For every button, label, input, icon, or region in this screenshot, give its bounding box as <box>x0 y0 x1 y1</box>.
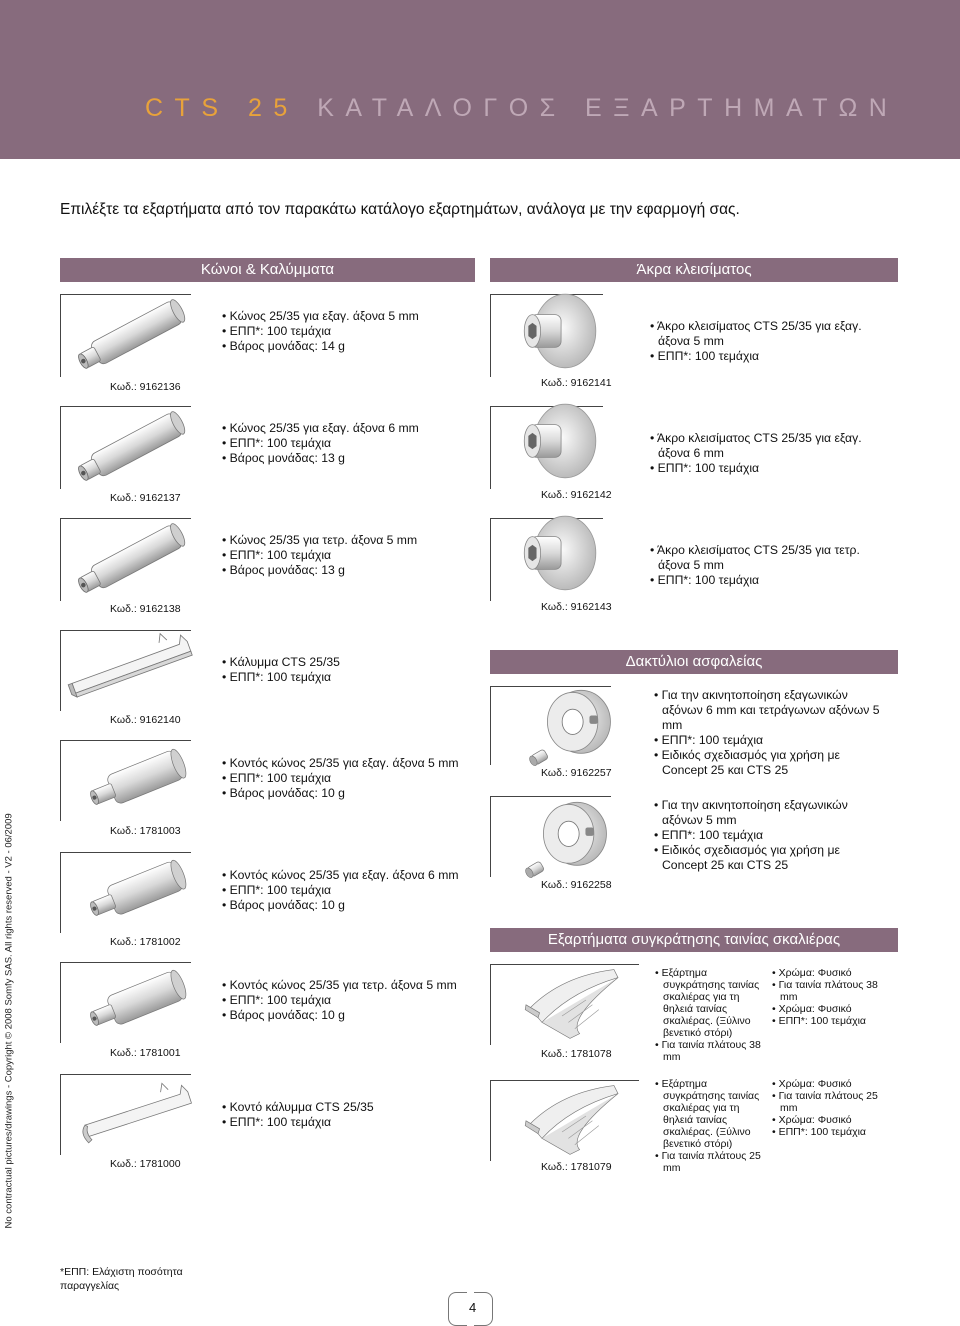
title-product: CTS 25 <box>145 94 299 122</box>
cover-image <box>62 628 197 708</box>
ladder-clip-image <box>500 1076 640 1164</box>
product-code: Κωδ.: 1781078 <box>541 1048 612 1060</box>
product-code: Κωδ.: 1781002 <box>110 936 181 948</box>
title-catalog: ΚΑΤΑΛΟΓΟΣ ΕΞΑΡΤΗΜΑΤΩΝ <box>317 94 899 122</box>
product-code: Κωδ.: 9162140 <box>110 714 181 726</box>
ladder-clip-image <box>500 960 640 1048</box>
long-cone-image <box>68 296 193 376</box>
page-number: 4 <box>469 1300 477 1315</box>
end-cap-image <box>512 290 604 372</box>
product-code: Κωδ.: 9162138 <box>110 603 181 615</box>
page-bracket-left <box>448 1292 467 1326</box>
product-code: Κωδ.: 1781003 <box>110 825 181 837</box>
product-description: • Για την ακινητοποίηση εξαγωνικών αξόνων 6 mm και τετράγωνων αξόνων 5 mm • ΕΠΠ*: 100 τεμάχια • Ειδικός σχεδιασμός για χρήση με Concept 25 και CTS 25 <box>654 688 888 778</box>
section-ladder: Εξαρτήματα συγκράτησης ταινίας σκαλιέρας <box>490 928 898 952</box>
product-description: • Άκρο κλεισίματος CTS 25/35 για τετρ. άξονα 5 mm • ΕΠΠ*: 100 τεμάχια <box>650 543 886 588</box>
intro-text: Επιλέξτε τα εξαρτήματα από τον παρακάτω κατάλογο εξαρτημάτων, ανάλογα με την εφαρμογή σας. <box>60 201 740 218</box>
short-cone-image <box>78 966 193 1038</box>
product-description: • Κώνος 25/35 για εξαγ. άξονα 5 mm • ΕΠΠ*: 100 τεμάχια • Βάρος μονάδας: 14 g <box>222 309 419 354</box>
product-description: • Για την ακινητοποίηση εξαγωνικών αξόνων 5 mm • ΕΠΠ*: 100 τεμάχια • Ειδικός σχεδιασμός για χρήση με Concept 25 και CTS 25 <box>654 798 888 873</box>
product-description: • Κώνος 25/35 για εξαγ. άξονα 6 mm • ΕΠΠ*: 100 τεμάχια • Βάρος μονάδας: 13 g <box>222 421 419 466</box>
short-cone-image <box>78 856 193 928</box>
product-code: Κωδ.: 1781079 <box>541 1161 612 1173</box>
product-description: • Κοντός κώνος 25/35 για εξαγ. άξονα 5 mm • ΕΠΠ*: 100 τεμάχια • Βάρος μονάδας: 10 g <box>222 756 459 801</box>
safety-ring-image <box>518 796 613 880</box>
product-code: Κωδ.: 9162257 <box>541 767 612 779</box>
product-description: • Εξάρτημα συγκράτησης ταινίας σκαλιέρας για τη θηλειά ταινίας σκαλιέρας. (Ξύλινο βενετικό στόρι) • Για ταινία πλάτους 25 mm <box>655 1078 767 1174</box>
product-code: Κωδ.: 1781001 <box>110 1047 181 1059</box>
end-cap-image <box>512 400 604 482</box>
product-code: Κωδ.: 9162143 <box>541 601 612 613</box>
safety-ring-image <box>522 684 617 768</box>
product-code: Κωδ.: 9162142 <box>541 489 612 501</box>
product-specs: • Χρώμα: Φυσικό • Για ταινία πλάτους 38 mm • Χρώμα: Φυσικό • ΕΠΠ*: 100 τεμάχια <box>772 967 890 1027</box>
long-cone-image <box>68 520 193 600</box>
product-code: Κωδ.: 9162136 <box>110 381 181 393</box>
product-specs: • Χρώμα: Φυσικό • Για ταινία πλάτους 25 mm • Χρώμα: Φυσικό • ΕΠΠ*: 100 τεμάχια <box>772 1078 892 1138</box>
section-rings: Δακτύλιοι ασφαλείας <box>490 650 898 674</box>
long-cone-image <box>68 408 193 488</box>
footnote: *ΕΠΠ: Ελάχιστη ποσότητα παραγγελίας <box>60 1266 183 1292</box>
product-description: • Κάλυμμα CTS 25/35 • ΕΠΠ*: 100 τεμάχια <box>222 655 340 685</box>
product-code: Κωδ.: 9162137 <box>110 492 181 504</box>
product-description: • Κώνος 25/35 για τετρ. άξονα 5 mm • ΕΠΠ*: 100 τεμάχια • Βάρος μονάδας: 13 g <box>222 533 417 578</box>
product-code: Κωδ.: 9162141 <box>541 377 612 389</box>
product-description: • Άκρο κλεισίματος CTS 25/35 για εξαγ. άξονα 5 mm • ΕΠΠ*: 100 τεμάχια <box>650 319 886 364</box>
product-description: • Κοντός κώνος 25/35 για τετρ. άξονα 5 mm • ΕΠΠ*: 100 τεμάχια • Βάρος μονάδας: 10 g <box>222 978 457 1023</box>
short-cone-image <box>78 745 193 817</box>
page-header <box>0 0 960 159</box>
page-bracket-right <box>474 1292 493 1326</box>
copyright-notice: No contractual pictures/drawings - Copyright © 2008 Somfy SAS. All rights reserved - V2 - 06/2009 <box>3 813 15 1229</box>
product-code: Κωδ.: 9162258 <box>541 879 612 891</box>
product-code: Κωδ.: 1781000 <box>110 1158 181 1170</box>
product-description: • Κοντό κάλυμμα CTS 25/35 • ΕΠΠ*: 100 τεμάχια <box>222 1100 374 1130</box>
product-description: • Άκρο κλεισίματος CTS 25/35 για εξαγ. άξονα 6 mm • ΕΠΠ*: 100 τεμάχια <box>650 431 886 476</box>
catalog-title <box>145 94 898 123</box>
section-cones: Κώνοι & Καλύμματα <box>60 258 475 282</box>
section-end-caps: Άκρα κλεισίματος <box>490 258 898 282</box>
product-description: • Κοντός κώνος 25/35 για εξαγ. άξονα 6 mm • ΕΠΠ*: 100 τεμάχια • Βάρος μονάδας: 10 g <box>222 868 459 913</box>
end-cap-image <box>512 512 604 594</box>
product-description: • Εξάρτημα συγκράτησης ταινίας σκαλιέρας για τη θηλειά ταινίας σκαλιέρας. (Ξύλινο βενετικό στόρι) • Για ταινία πλάτους 38 mm <box>655 967 767 1063</box>
short-cover-image <box>72 1076 202 1151</box>
